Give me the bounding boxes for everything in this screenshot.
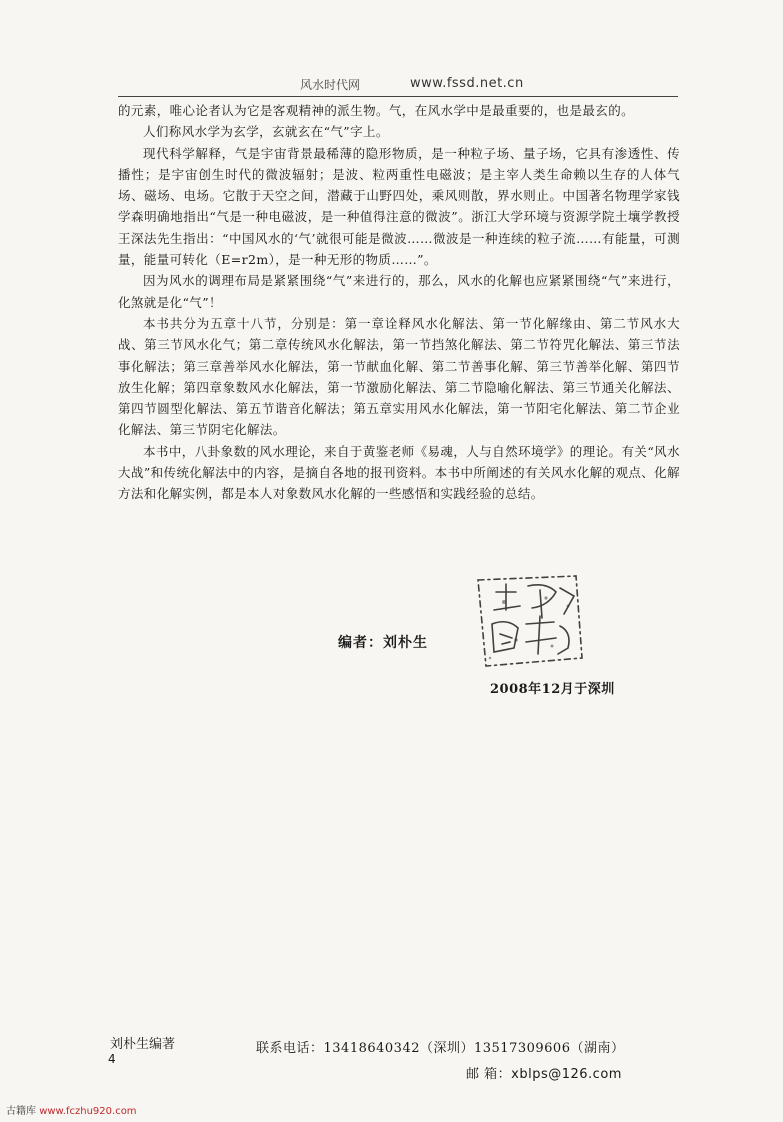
editor-signature: 编者：刘朴生 xyxy=(338,635,428,651)
paragraph-2: 人们称风水学为玄学，玄就玄在“气”字上。 xyxy=(143,124,389,140)
paragraph-5: 本书共分为五章十八节，分别是：第一章诠释风水化解法、第一节化解缘由、第二节风水大战、第三节风水化气；第二章传统风水化解法，第一节挡煞化解法、第二节符咒化解法、第三节法事化解法；第三章善举风水化解法，第一节献血化解、第二节善事化解、第三节善举化解、第四节放生化解；第四章象数风水化解法，第一节激励化解法、第二节隐喻化解法、第三节通关化解法、第四节圆型化解法、第五节谐音化解法；第五章实用风水化解法，第一节阳宅化解法、第二节企业化解法、第三节阴宅化解法。 xyxy=(118,315,680,438)
body-text xyxy=(118,100,680,505)
page-number: 4 xyxy=(108,1052,116,1066)
header-url: www.fssd.net.cn xyxy=(410,76,524,91)
paragraph-4: 因为风水的调理布局是紧紧围绕“气”来进行的，那么，风水的化解也应紧紧围绕“气”来进行，化煞就是化“气”！ xyxy=(118,273,680,310)
footer-phone: 联系电话：13418640342（深圳）13517309606（湖南） xyxy=(256,1041,625,1056)
watermark xyxy=(6,1102,137,1117)
paragraph-6: 本书中，八卦象数的风水理论，来自于黄鉴老师《易魂，人与自然环境学》的理论。有关“风水大战”和传统化解法中的内容，是摘自各地的报刊资料。本书中所阐述的有关风水化解的观点、化解方法和化解实例，都是本人对象数风水化解的一些感悟和实践经验的总结。 xyxy=(118,443,680,502)
header-divider xyxy=(118,96,678,97)
paragraph-1: 的元素，唯心论者认为它是客观精神的派生物。气，在风水学中是最重要的，也是最玄的。 xyxy=(118,103,635,118)
header-site-name: 风水时代网 xyxy=(300,78,361,92)
footer-email-line xyxy=(466,1063,622,1082)
author-seal xyxy=(456,562,606,682)
paragraph-3: 现代科学解释，气是宇宙背景最稀薄的隐形物质，是一种粒子场、量子场，它具有渗透性、传播性；是宇宙创生时代的微波辐射；是波、粒两重性电磁波；是主宰人类生命赖以生存的人体气场、磁场、电场。它散于天空之间，潜藏于山野四处，乘风则散，界水则止。中国著名物理学家钱学森明确地指出“气是一种电磁波，是一种值得注意的微波”。浙江大学环境与资源学院土壤学教授王深法先生指出：“中国风水的‘气’就很可能是微波……微波是一种连续的粒子流……有能量，可测量，能量可转化（E=r2m），是一种无形的物质……”。 xyxy=(118,145,680,268)
watermark-url: www.fczhu920.com xyxy=(39,1106,137,1117)
watermark-label: 古籍库 xyxy=(6,1106,36,1117)
signature-date: 2008年12月于深圳 xyxy=(490,682,615,697)
email-label: 邮 箱： xyxy=(466,1067,512,1082)
email-address: xblps@126.com xyxy=(511,1067,622,1082)
footer-author: 刘朴生编著 xyxy=(110,1037,176,1052)
